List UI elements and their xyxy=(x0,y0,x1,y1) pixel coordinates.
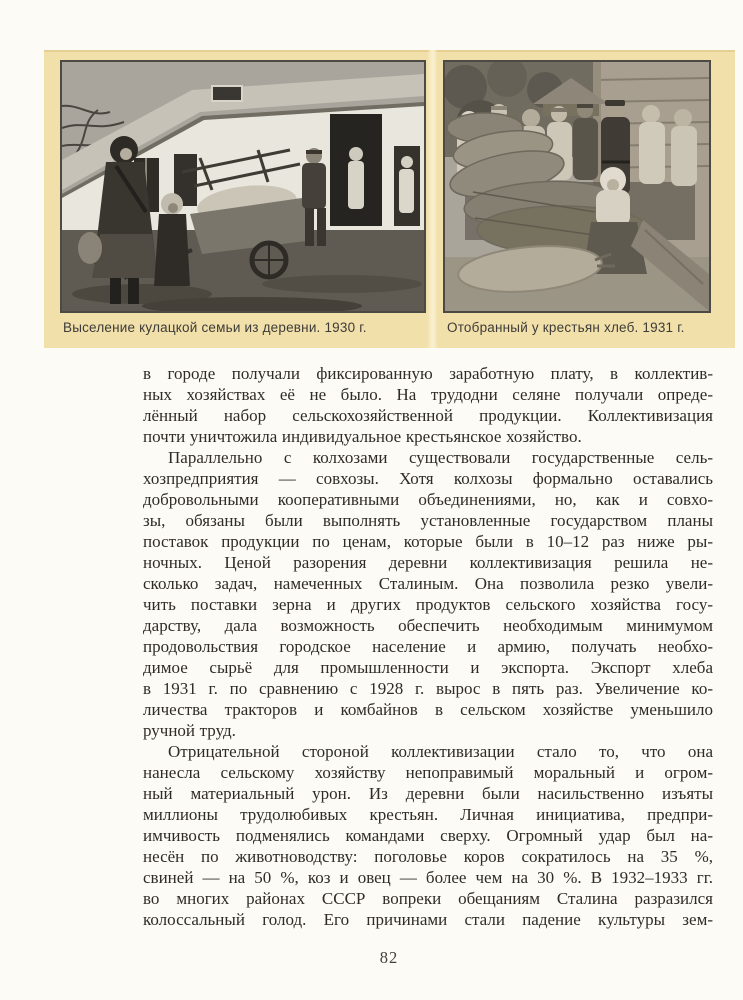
text-line: ный материальный урон. Из деревни были насильственно изъяты xyxy=(143,784,713,803)
text-line: Параллельно с колхозами существовали государственные сель- xyxy=(168,448,713,467)
text-line: чить поставки зерна и других продуктов сельского хозяйства госу- xyxy=(143,595,713,614)
text-line: Отрицательной стороной коллективизации стало то, что она xyxy=(168,742,713,761)
background-figure xyxy=(394,146,420,226)
text-line: в городе получали фиксированную заработную плату, в коллектив- xyxy=(143,364,713,383)
text-line: свиней — на 50 %, коз и овец — более чем на 30 %. В 1932–1933 гг. xyxy=(143,868,713,887)
text-line: во многих районах СССР вопреки обещаниям Сталина разразился xyxy=(143,889,713,908)
text-line: продовольствия городское население и армию, получать необхо- xyxy=(143,637,713,656)
caption-right: Отобранный у крестьян хлеб. 1931 г. xyxy=(447,320,685,335)
basket xyxy=(78,232,102,264)
doorway xyxy=(330,114,382,226)
text-line: нанесла сельскому хозяйству непоправимый моральный и огром- xyxy=(143,763,713,782)
eviction-photo-illustration xyxy=(62,62,424,311)
text-line: зы, обязаны были выполнять установленные государством планы xyxy=(143,511,713,530)
text-line: хозпредприятия — совхозы. Хотя колхозы формально оставались xyxy=(143,469,713,488)
text-line: несён по животноводству: поголовье коров сократилось на 35 %, xyxy=(143,847,713,866)
body-text xyxy=(143,363,713,930)
eviction-photo xyxy=(60,60,426,313)
text-line: миллионы трудолюбивых крестьян. Личная инициатива, предпри- xyxy=(143,805,713,824)
text-line: имчивость подменялись командами сверху. Огромный удар был на- xyxy=(143,826,713,845)
text-line: ручной труд. xyxy=(143,721,236,740)
confiscated-bread-photo-illustration xyxy=(445,62,709,311)
gable-window xyxy=(212,86,242,101)
text-line: колоссальный голод. Его причинами стали падение культуры зем- xyxy=(143,910,713,929)
caption-left: Выселение кулацкой семьи из деревни. 1930 г. xyxy=(63,320,367,335)
text-line: сколько задач, намеченных Сталиным. Она позволила резко увели- xyxy=(143,574,713,593)
text-line: поставок продукции по ценам, которые были в 10–12 раз ниже ры- xyxy=(143,532,713,551)
text-line: ночных. Ценой разорения деревни коллективизация решила не- xyxy=(143,553,713,572)
text-line: ных хозяйствах её не было. На трудодни селяне получали опреде- xyxy=(143,385,713,404)
text-line: лённый набор сельскохозяйственной продукции. Коллективизация xyxy=(143,406,713,425)
confiscated-bread-photo xyxy=(443,60,711,313)
text-line: дарству, дала возможность обеспечить необходимым минимумом xyxy=(143,616,713,635)
text-line: личества тракторов и комбайнов в сельском хозяйстве уменьшило xyxy=(143,700,713,719)
text-line: почти уничтожила индивидуальное крестьянское хозяйство. xyxy=(143,427,582,446)
panel-seam xyxy=(427,50,438,348)
text-line: в 1931 г. по сравнению с 1928 г. вырос в пять раз. Увеличение ко- xyxy=(143,679,713,698)
text-line: димое сырьё для промышленности и экспорта. Экспорт хлеба xyxy=(143,658,713,677)
text-line: добровольными кооперативными объединениями, но, как и совхо- xyxy=(143,490,713,509)
page-number: 82 xyxy=(379,948,399,967)
